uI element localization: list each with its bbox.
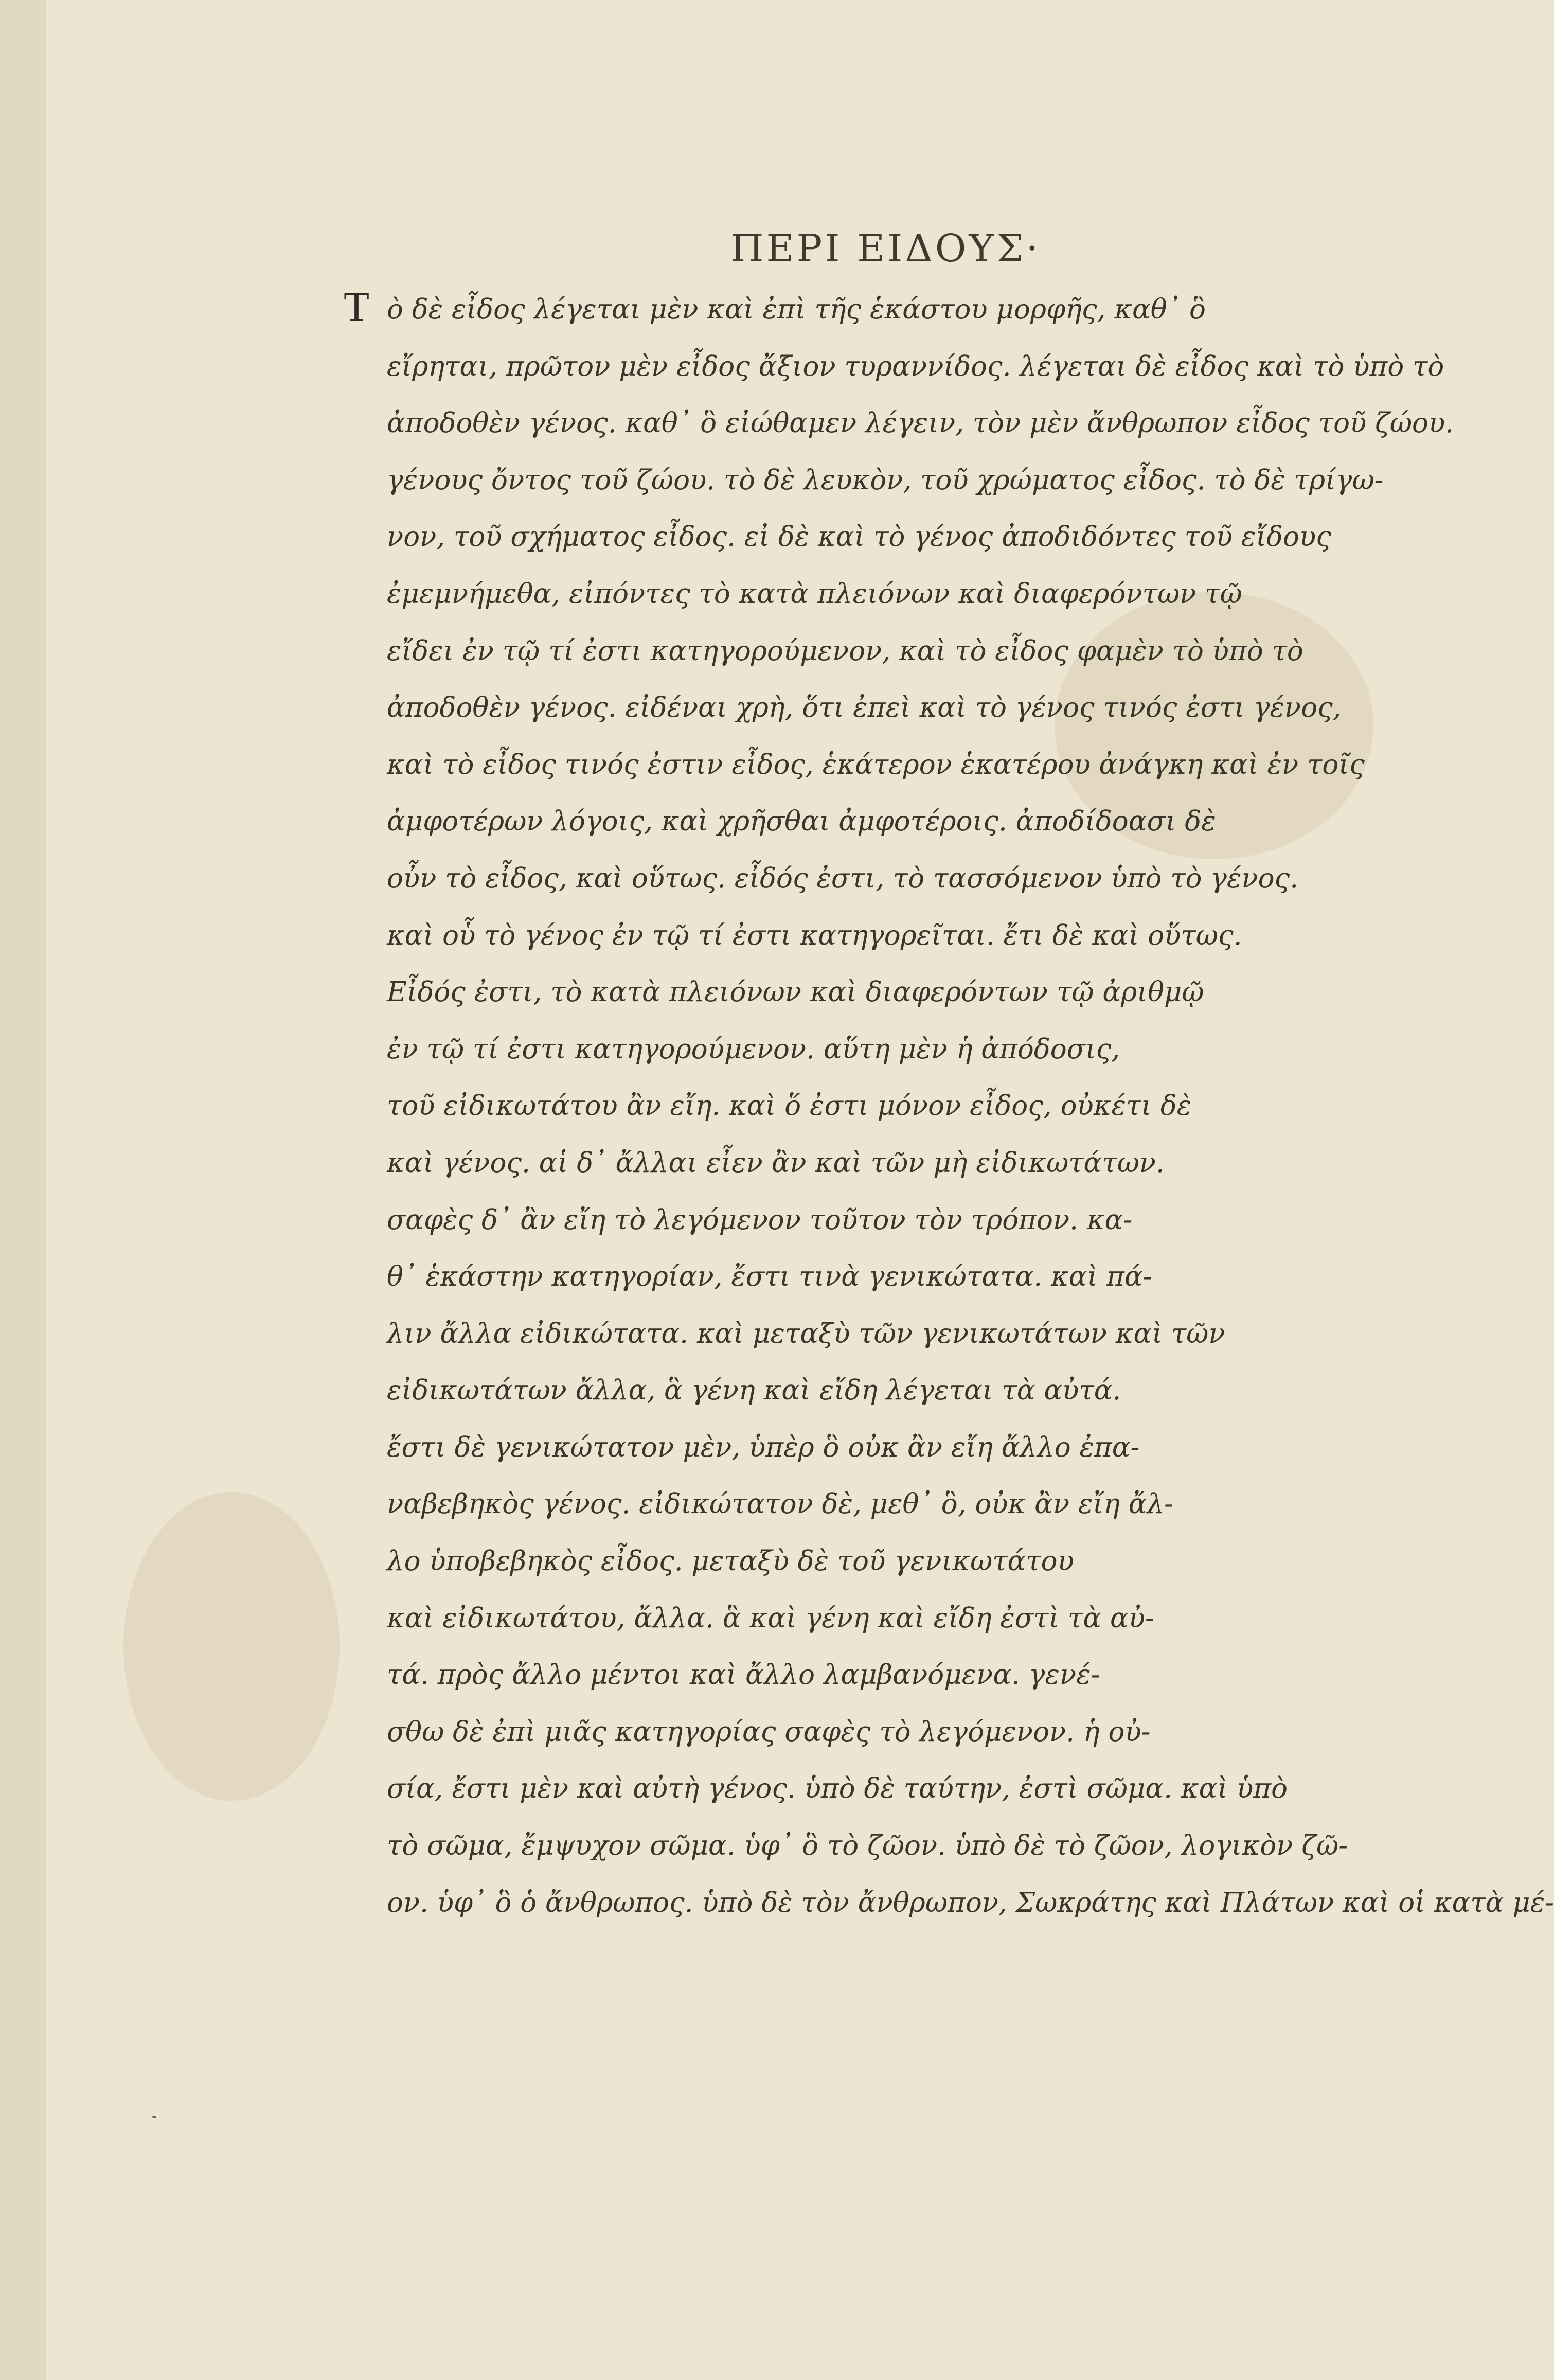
paper-stain — [123, 1492, 340, 1801]
text-line: ον. ὑφ᾽ ὃ ὁ ἄνθρωπος. ὑπὸ δὲ τὸν ἄνθρωπον, Σωκράτης καὶ Πλάτων καὶ οἱ κατὰ μέ- — [387, 1887, 1554, 1919]
text-line: ἐν τῷ τί ἐστι κατηγορούμενον. αὕτη μὲν ἡ ἀπόδοσις, — [387, 1033, 1120, 1065]
text-line: τοῦ εἰδικωτάτου ἂν εἴη. καὶ ὅ ἐστι μόνον εἶδος, οὐκέτι δὲ — [387, 1090, 1192, 1122]
text-line: ἀποδοθὲν γένος. εἰδέναι χρὴ, ὅτι ἐπεὶ καὶ τὸ γένος τινός ἐστι γένος, — [387, 692, 1342, 724]
text-line: σαφὲς δ᾽ ἂν εἴη τὸ λεγόμενον τοῦτον τὸν τρόπον. κα- — [387, 1204, 1133, 1236]
gutter-shadow — [0, 0, 46, 2380]
text-line: τὸ σῶμα, ἔμψυχον σῶμα. ὑφ᾽ ὃ τὸ ζῶον. ὑπὸ δὲ τὸ ζῶον, λογικὸν ζῶ- — [387, 1830, 1348, 1862]
text-line: τά. πρὸς ἄλλο μέντοι καὶ ἄλλο λαμβανόμενα. γενέ- — [387, 1659, 1100, 1691]
text-line: ἀποδοθὲν γένος. καθ᾽ ὃ εἰώθαμεν λέγειν, τὸν μὲν ἄνθρωπον εἶδος τοῦ ζώου. — [387, 407, 1454, 439]
text-block — [387, 291, 1554, 1941]
text-line: εἰδικωτάτων ἄλλα, ἃ γένη καὶ εἴδη λέγεται τὰ αὐτά. — [387, 1375, 1121, 1407]
text-line: καὶ γένος. αἱ δ᾽ ἄλλαι εἶεν ἂν καὶ τῶν μὴ εἰδικωτάτων. — [387, 1147, 1165, 1179]
text-line: θ᾽ ἑκάστην κατηγορίαν, ἔστι τινὰ γενικώτατα. καὶ πά- — [387, 1261, 1152, 1293]
text-line: ἔστι δὲ γενικώτατον μὲν, ὑπὲρ ὃ οὐκ ἂν εἴη ἄλλο ἐπα- — [387, 1431, 1140, 1463]
ink-speck — [152, 2116, 156, 2118]
text-line: λιν ἄλλα εἰδικώτατα. καὶ μεταξὺ τῶν γενικωτάτων καὶ τῶν — [387, 1318, 1225, 1349]
text-line: εἴδει ἐν τῷ τί ἐστι κατηγορούμενον, καὶ τὸ εἶδος φαμὲν τὸ ὑπὸ τὸ — [387, 635, 1303, 667]
text-line: οὖν τὸ εἶδος, καὶ οὕτως. εἶδός ἐστι, τὸ τασσόμενον ὑπὸ τὸ γένος. — [387, 862, 1299, 894]
text-line: Εἶδός ἐστι, τὸ κατὰ πλειόνων καὶ διαφερόντων τῷ ἀριθμῷ — [387, 976, 1204, 1008]
text-line: καὶ οὗ τὸ γένος ἐν τῷ τί ἐστι κατηγορεῖται. ἔτι δὲ καὶ οὕτως. — [387, 919, 1242, 951]
drop-initial: Τ — [344, 283, 370, 330]
text-line: καὶ εἰδικωτάτου, ἄλλα. ἃ καὶ γένη καὶ εἴδη ἐστὶ τὰ αὐ- — [387, 1602, 1154, 1634]
text-line: γένους ὄντος τοῦ ζώου. τὸ δὲ λευκὸν, τοῦ χρώματος εἶδος. τὸ δὲ τρίγω- — [387, 464, 1384, 496]
chapter-heading: ΠΕΡΙ ΕΙΔΟΥΣ· — [730, 226, 1041, 271]
text-line: εἴρηται, πρῶτον μὲν εἶδος ἄξιον τυραννίδος. λέγεται δὲ εἶδος καὶ τὸ ὑπὸ τὸ — [387, 350, 1444, 382]
text-line: ναβεβηκὸς γένος. εἰδικώτατον δὲ, μεθ᾽ ὃ, οὐκ ἂν εἴη ἄλ- — [387, 1488, 1174, 1520]
text-line: ὸ δὲ εἶδος λέγεται μὲν καὶ ἐπὶ τῆς ἑκάστου μορφῆς, καθ᾽ ὃ — [387, 294, 1206, 325]
text-line: καὶ τὸ εἶδος τινός ἐστιν εἶδος, ἑκάτερον ἑκατέρου ἀνάγκη καὶ ἐν τοῖς — [387, 749, 1365, 780]
text-line: λο ὑποβεβηκὸς εἶδος. μεταξὺ δὲ τοῦ γενικωτάτου — [387, 1546, 1074, 1577]
text-line: σία, ἔστι μὲν καὶ αὐτὴ γένος. ὑπὸ δὲ ταύτην, ἐστὶ σῶμα. καὶ ὑπὸ — [387, 1773, 1288, 1805]
text-line: σθω δὲ ἐπὶ μιᾶς κατηγορίας σαφὲς τὸ λεγόμενον. ἡ οὐ- — [387, 1716, 1151, 1748]
text-line: ἐμεμνήμεθα, εἰπόντες τὸ κατὰ πλειόνων καὶ διαφερόντων τῷ — [387, 578, 1242, 610]
text-line: νον, τοῦ σχήματος εἶδος. εἰ δὲ καὶ τὸ γένος ἀποδιδόντες τοῦ εἴδους — [387, 521, 1331, 553]
text-line: ἀμφοτέρων λόγοις, καὶ χρῆσθαι ἀμφοτέροις. ἀποδίδοασι δὲ — [387, 806, 1216, 838]
